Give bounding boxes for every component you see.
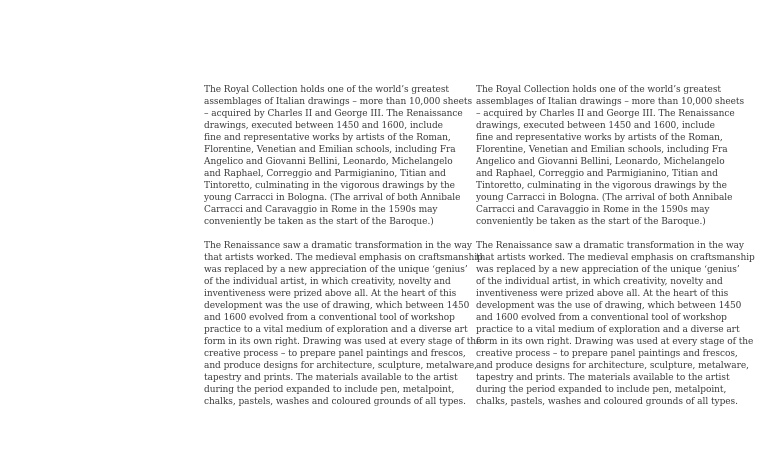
text-line: that artists worked. The medieval emphasis on craftsmanship <box>476 253 755 263</box>
text-line: tapestry and prints. The materials available to the artist <box>204 373 458 383</box>
paragraph-spacer <box>204 228 479 240</box>
paragraph-royal-collection <box>476 84 751 228</box>
text-line: form in its own right. Drawing was used at every stage of the <box>204 337 482 347</box>
text-line: The Royal Collection holds one of the world’s greatest <box>476 85 721 95</box>
text-line: and 1600 evolved from a conventional tool of workshop <box>476 313 727 323</box>
text-line: and 1600 evolved from a conventional tool of workshop <box>204 313 455 323</box>
text-line: fine and representative works by artists of the Roman, <box>476 133 723 143</box>
text-line: creative process – to prepare panel paintings and frescos, <box>476 349 738 359</box>
text-line: chalks, pastels, washes and coloured grounds of all types. <box>204 397 466 407</box>
text-line: during the period expanded to include pen, metalpoint, <box>476 385 727 395</box>
text-line: Florentine, Venetian and Emilian schools, including Fra <box>204 145 456 155</box>
text-line: drawings, executed between 1450 and 1600, include <box>204 121 443 131</box>
text-line: assemblages of Italian drawings – more than 10,000 sheets <box>476 97 745 107</box>
text-line: Angelico and Giovanni Bellini, Leonardo, Michelangelo <box>476 157 725 167</box>
text-line: Florentine, Venetian and Emilian schools, including Fra <box>476 145 728 155</box>
text-line: inventiveness were prized above all. At the heart of this <box>476 289 729 299</box>
text-line: conveniently be taken as the start of the Baroque.) <box>204 217 434 227</box>
text-line: practice to a vital medium of exploration and a diverse art <box>476 325 740 335</box>
text-line: practice to a vital medium of exploration and a diverse art <box>204 325 468 335</box>
paragraph-spacer <box>476 228 751 240</box>
text-line: Carracci and Caravaggio in Rome in the 1590s may <box>204 205 438 215</box>
text-line: that artists worked. The medieval emphasis on craftsmanship <box>204 253 483 263</box>
text-line: Tintoretto, culminating in the vigorous drawings by the <box>476 181 727 191</box>
text-column-right <box>476 84 755 408</box>
text-line: was replaced by a new appreciation of the unique ‘genius’ <box>204 265 468 275</box>
text-line: The Renaissance saw a dramatic transformation in the way <box>476 241 744 251</box>
paragraph-renaissance-transformation <box>204 240 483 408</box>
text-line: young Carracci in Bologna. (The arrival of both Annibale <box>476 193 733 203</box>
text-line: The Renaissance saw a dramatic transformation in the way <box>204 241 472 251</box>
text-line: chalks, pastels, washes and coloured grounds of all types. <box>476 397 738 407</box>
text-line: fine and representative works by artists of the Roman, <box>204 133 451 143</box>
paragraph-royal-collection <box>204 84 479 228</box>
text-line: and Raphael, Correggio and Parmigianino, Titian and <box>204 169 446 179</box>
text-line: was replaced by a new appreciation of the unique ‘genius’ <box>476 265 740 275</box>
text-line: creative process – to prepare panel paintings and frescos, <box>204 349 466 359</box>
text-line: – acquired by Charles II and George III. The Renaissance <box>476 109 735 119</box>
text-line: and Raphael, Correggio and Parmigianino, Titian and <box>476 169 718 179</box>
text-line: during the period expanded to include pen, metalpoint, <box>204 385 455 395</box>
text-line: of the individual artist, in which creativity, novelty and <box>204 277 451 287</box>
text-line: drawings, executed between 1450 and 1600, include <box>476 121 715 131</box>
text-line: form in its own right. Drawing was used at every stage of the <box>476 337 754 347</box>
text-line: assemblages of Italian drawings – more than 10,000 sheets <box>204 97 473 107</box>
text-line: Tintoretto, culminating in the vigorous drawings by the <box>204 181 455 191</box>
text-column-left <box>204 84 483 408</box>
text-line: and produce designs for architecture, sculpture, metalware, <box>204 361 477 371</box>
text-line: of the individual artist, in which creativity, novelty and <box>476 277 723 287</box>
paragraph-renaissance-transformation <box>476 240 755 408</box>
text-line: young Carracci in Bologna. (The arrival of both Annibale <box>204 193 461 203</box>
text-line: The Royal Collection holds one of the world’s greatest <box>204 85 449 95</box>
text-line: and produce designs for architecture, sculpture, metalware, <box>476 361 749 371</box>
text-line: inventiveness were prized above all. At the heart of this <box>204 289 457 299</box>
text-line: Carracci and Caravaggio in Rome in the 1590s may <box>476 205 710 215</box>
text-line: development was the use of drawing, which between 1450 <box>476 301 742 311</box>
text-line: – acquired by Charles II and George III. The Renaissance <box>204 109 463 119</box>
text-line: conveniently be taken as the start of the Baroque.) <box>476 217 706 227</box>
text-line: tapestry and prints. The materials available to the artist <box>476 373 730 383</box>
text-line: Angelico and Giovanni Bellini, Leonardo, Michelangelo <box>204 157 453 167</box>
text-line: development was the use of drawing, which between 1450 <box>204 301 470 311</box>
